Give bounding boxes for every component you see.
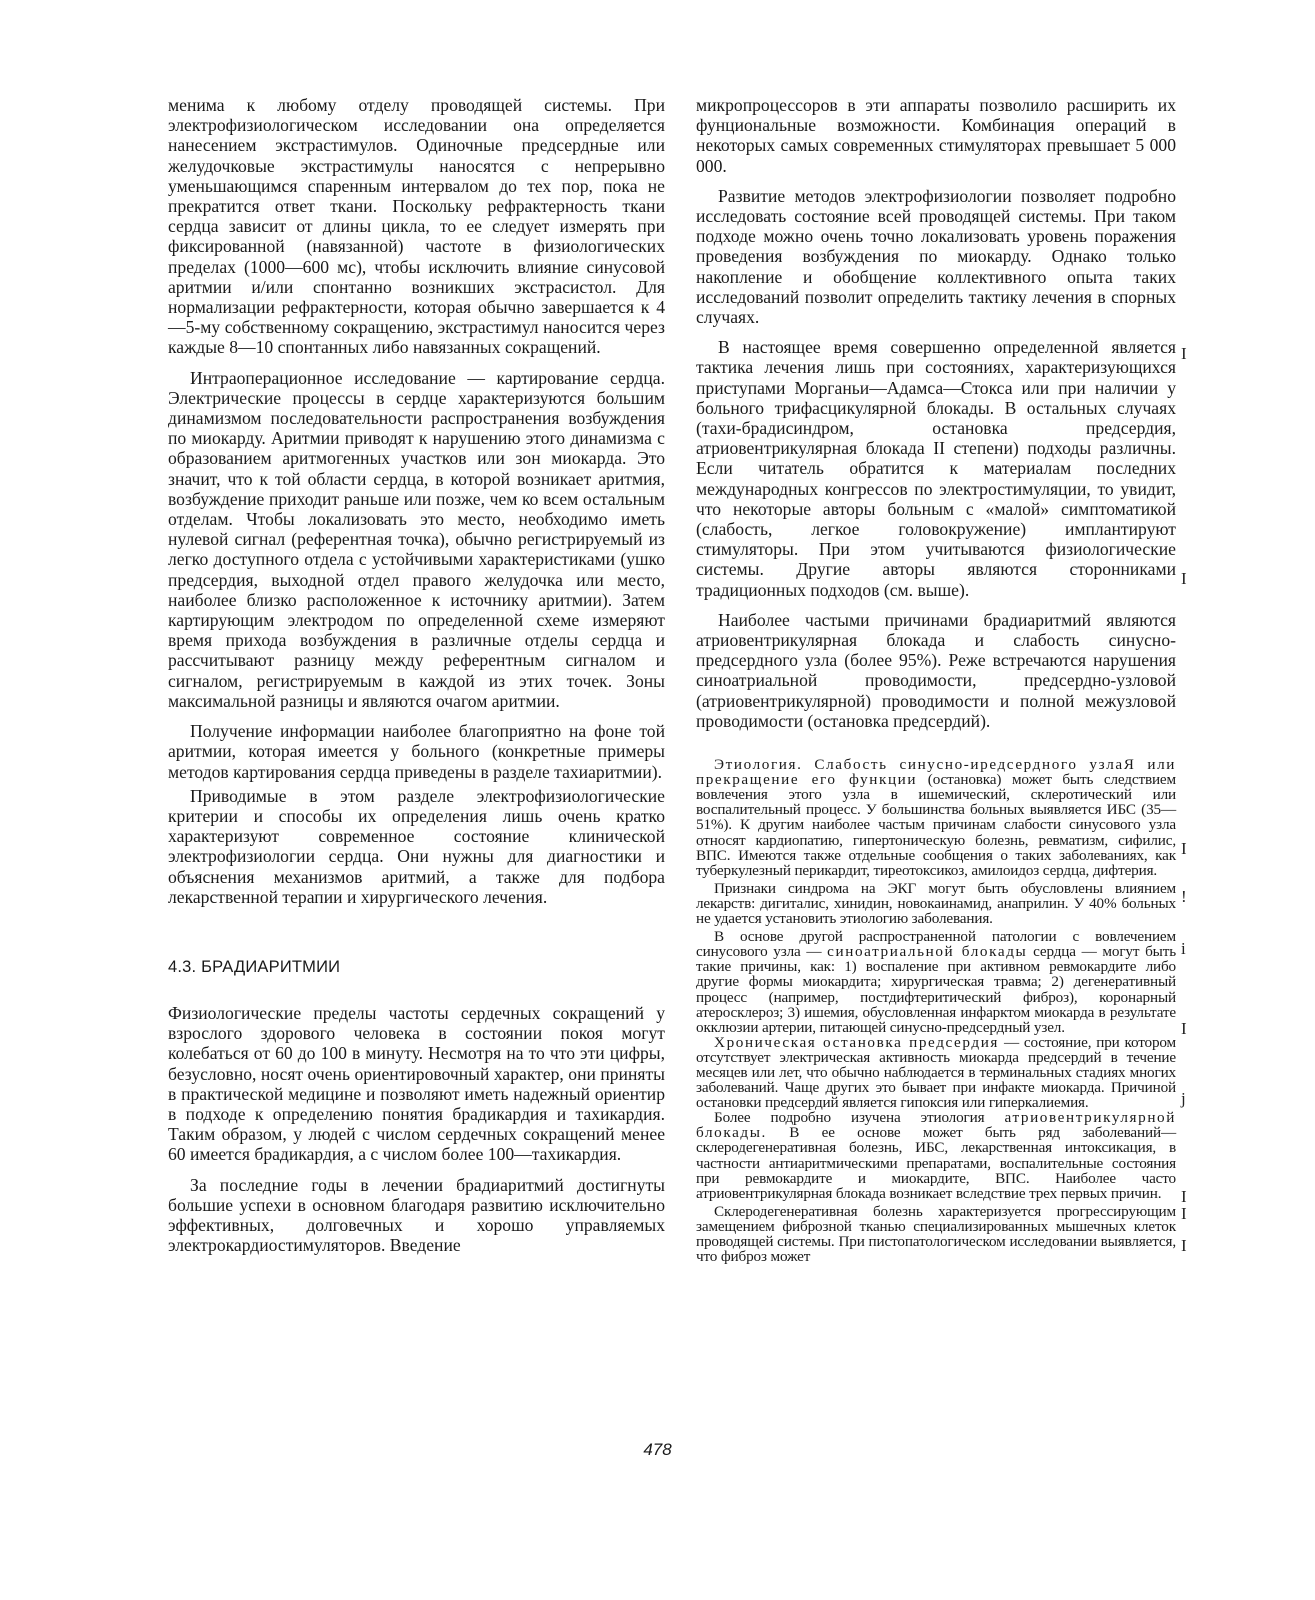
margin-mark: I — [1181, 1236, 1187, 1255]
small-print-block — [696, 757, 1176, 1264]
paragraph: менима к любому отделу проводящей системы. При электрофизиологическом исследовании она определяется нанесением экстрастимулов. Одиночные предсердные или желудочковые экстрастимулы наносятся с непрерывно уменьшающимся спаренным интервалом до тех пор, пока не прекратится ответ ткани. Поскольку рефрактерность ткани сердца зависит от длины цикла, то ее следует измерять при фиксированной (навязанной) частоте в физиологических пределах (1000—600 мс), чтобы исключить влияние синусовой аритмии и/или спонтанно возникших экстрасистол. Для нормализации рефрактерности, которая обычно завершается к 4—5-му собственному сокращению, экстрастимул наносится через каждые 8—10 спонтанных либо навязанных сокращений. — [168, 95, 665, 358]
text: В основе другой распространенной патологии с вовлечением синусового узла — — [696, 928, 1176, 961]
spaced-text: Этиология. Слабость синусно-иредсердного узлаЯ или прекращение его функции — [696, 756, 1176, 789]
text: В ее основе может быть ряд заболеваний— склеродегенеративная болезнь, ИБС, лекарственная интоксикация, в частности антиаритмическими препаратами, воспалительные состояния при ревмокардите и миокардите, ВПС. Наиболее часто атриовентрикулярная блокада возникает вследствие трех первых причин. — [696, 1124, 1176, 1202]
margin-mark: j — [1181, 1089, 1186, 1108]
margin-marks — [1181, 0, 1201, 1600]
spaced-text: атриовентрикулярной блокады. — [696, 1109, 1176, 1142]
spaced-text: Хроническая остановка предсердия — [714, 1033, 1000, 1051]
text: сердца — могут быть такие причины, как: 1) воспаление при активном ревмокардите либо другие формы миокардита; хирургическая травма; 2) дегенеративный процесс (например, постдифтеритический фиброз), коронарный атеросклероз; 3) ишемия, обусловленная инфарктом миокарда в результате окклюзии артерии, питающей синусно-предсердный узел. — [696, 943, 1176, 1036]
margin-mark: I — [1181, 839, 1187, 858]
paragraph: Наиболее частыми причинами брадиаритмий являются атриовентрикулярная блокада и слабость синусно-предсердного узла (более 95%). Реже встречаются нарушения синоатриальной проводимости, предсердно-узловой (атриовентрикулярной) проводимости и полной межузловой проводимости (остановка предсердий). — [696, 609, 1176, 731]
paragraph: Развитие методов электрофизиологии позволяет подробно исследовать состояние всей проводящей системы. При таком подходе можно очень точно локализовать уровень поражения проведения возбуждения по миокарду. Однако только накопление и обобщение коллективного опыта таких исследований позволит определить тактику лечения в спорных случаях. — [696, 185, 1176, 328]
paragraph: Интраоперационное исследование — картирование сердца. Электрические процессы в сердце характеризуются большим динамизмом последовательности распространения возбуждения по миокарду. Аритмии приводят к нарушению этого динамизма с образованием аритмогенных участков или зон миокарда. Это значит, что к той области сердца, в которой возникает аритмия, возбуждение приходит раньше или позже, чем ко всем остальным отделам. Чтобы локализовать это место, необходимо иметь нулевой сигнал (референтная точка), обычно регистрируемый из легко доступного отдела с устойчивыми характеристиками (ушко предсердия, выходной отдел правого желудочка или место, наиболее близко расположенное к источнику аритмии). Затем картирующим электродом по определенной схеме измеряют время прихода возбуждения в различные отделы сердца и рассчитывают разницу между референтным сигналом и сигналом, регистрируемым в каждой из этих точек. Зоны максимальной разницы и являются очагом аритмии. — [168, 367, 665, 711]
small-paragraph — [696, 1110, 1176, 1201]
small-paragraph — [696, 757, 1176, 878]
margin-mark: I — [1181, 1187, 1187, 1206]
small-paragraph: Признаки синдрома на ЭКГ могут быть обусловлены влиянием лекарств: дигиталис, хинидин, новокаинамид, анаприлин. У 40% больных не удается установить этиологию заболевания. — [696, 879, 1176, 928]
small-paragraph — [696, 1035, 1176, 1110]
margin-mark: I — [1181, 569, 1187, 588]
text: Более подробно изучена этиология — [714, 1109, 985, 1127]
paragraph: микропроцессоров в эти аппараты позволило расширить их фунциональные возможности. Комбинация операций в некоторых самых современных стимуляторах превышает 5 000 000. — [696, 95, 1176, 176]
left-column — [168, 95, 665, 1255]
paragraph: Физиологические пределы частоты сердечных сокращений у взрослого здорового человека в состоянии покоя могут колебаться от 60 до 100 в минуту. Несмотря на то что эти цифры, безусловно, носят очень ориентировочный характер, они приняты в практической медицине и позволяют иметь надежный ориентир в подходе к определению понятия брадикардия и тахикардия. Таким образом, у людей с числом сердечных сокращений менее 60 имеется брадикардия, а с числом более 100—тахикардия. — [168, 1002, 665, 1165]
paragraph: В настоящее время совершенно определенной является тактика лечения лишь при состояниях, характеризующихся приступами Морганьи—Адамса—Стокса или при наличии у больного трифасцикулярной блокады. В остальных случаях (тахи-брадисиндром, остановка предсердия, атриовентрикулярная блокада II степени) подходы различны. Если читатель обратится к материалам последних международных конгрессов по электростимуляции, то увидит, что некоторые авторы больным с «малой» симптоматикой (слабость, легкое головокружение) имплантируют стимуляторы. При этом учитываются физиологические системы. Другие авторы являются сторонниками традиционных подходов (см. выше). — [696, 337, 1176, 600]
small-paragraph — [696, 929, 1176, 1035]
page-number: 478 — [643, 1440, 672, 1459]
right-column — [696, 95, 1176, 1264]
spaced-text: синоатриальной блокады — [827, 943, 1028, 961]
section-heading: 4.3. БРАДИАРИТМИИ — [168, 957, 341, 976]
margin-mark: I — [1181, 1204, 1187, 1223]
small-paragraph: Склеродегенеративная болезнь характеризуется прогрессирующим замещением фиброзной тканью специализированных мышечных клеток проводящей системы. При пистопатологическом исследовании выявляется, что фиброз может — [696, 1202, 1176, 1266]
margin-mark: I — [1181, 344, 1187, 363]
paragraph: Приводимые в этом разделе электрофизиологические критерии и способы их определения лишь очень кратко характеризуют современное состояние клинической электрофизиологии сердца. Они нужны для диагностики и объяснения механизмов аритмий, а также для подбора лекарственной терапии и хирургического лечения. — [168, 785, 665, 907]
margin-mark: I — [1181, 1019, 1187, 1038]
paragraph: Получение информации наиболее благоприятно на фоне той аритмии, которая имеется у больного (конкретные примеры методов картирования сердца приведены в разделе тахиаритмии). — [168, 721, 665, 782]
margin-mark: i — [1181, 939, 1186, 958]
margin-mark: ! — [1181, 887, 1187, 906]
text: — состояние, при котором отсутствует электрическая активность миокарда предсердий в течение месяцев или лет, что обычно наблюдается в терминальных стадиях многих заболеваний. Чаще других это бывает при инфакте миокарда. Причиной остановки предсердий является гипоксия или гиперкалиемия. — [696, 1033, 1177, 1112]
paragraph: За последние годы в лечении брадиаритмий достигнуты большие успехи в основном благодаря развитию исключительно эффективных, долговечных и хорошо управляемых электрокардиостимуляторов. Введение — [168, 1174, 665, 1256]
text: (остановка) может быть следствием вовлечения этого узла в ишемический, склеротический или воспалительный процесс. У большинства больных выявляется ИБС (35—51%). К другим наиболее частым причинам слабости синусового узла относят кардиопатию, гипертоническую болезнь, ревматизм, сифилис, ВПС. Имеются также отдельные сообщения о таких заболеваниях, как туберкулезный перикардит, тиреотоксикоз, амилоидоз сердца, дифтерия. — [696, 771, 1176, 879]
